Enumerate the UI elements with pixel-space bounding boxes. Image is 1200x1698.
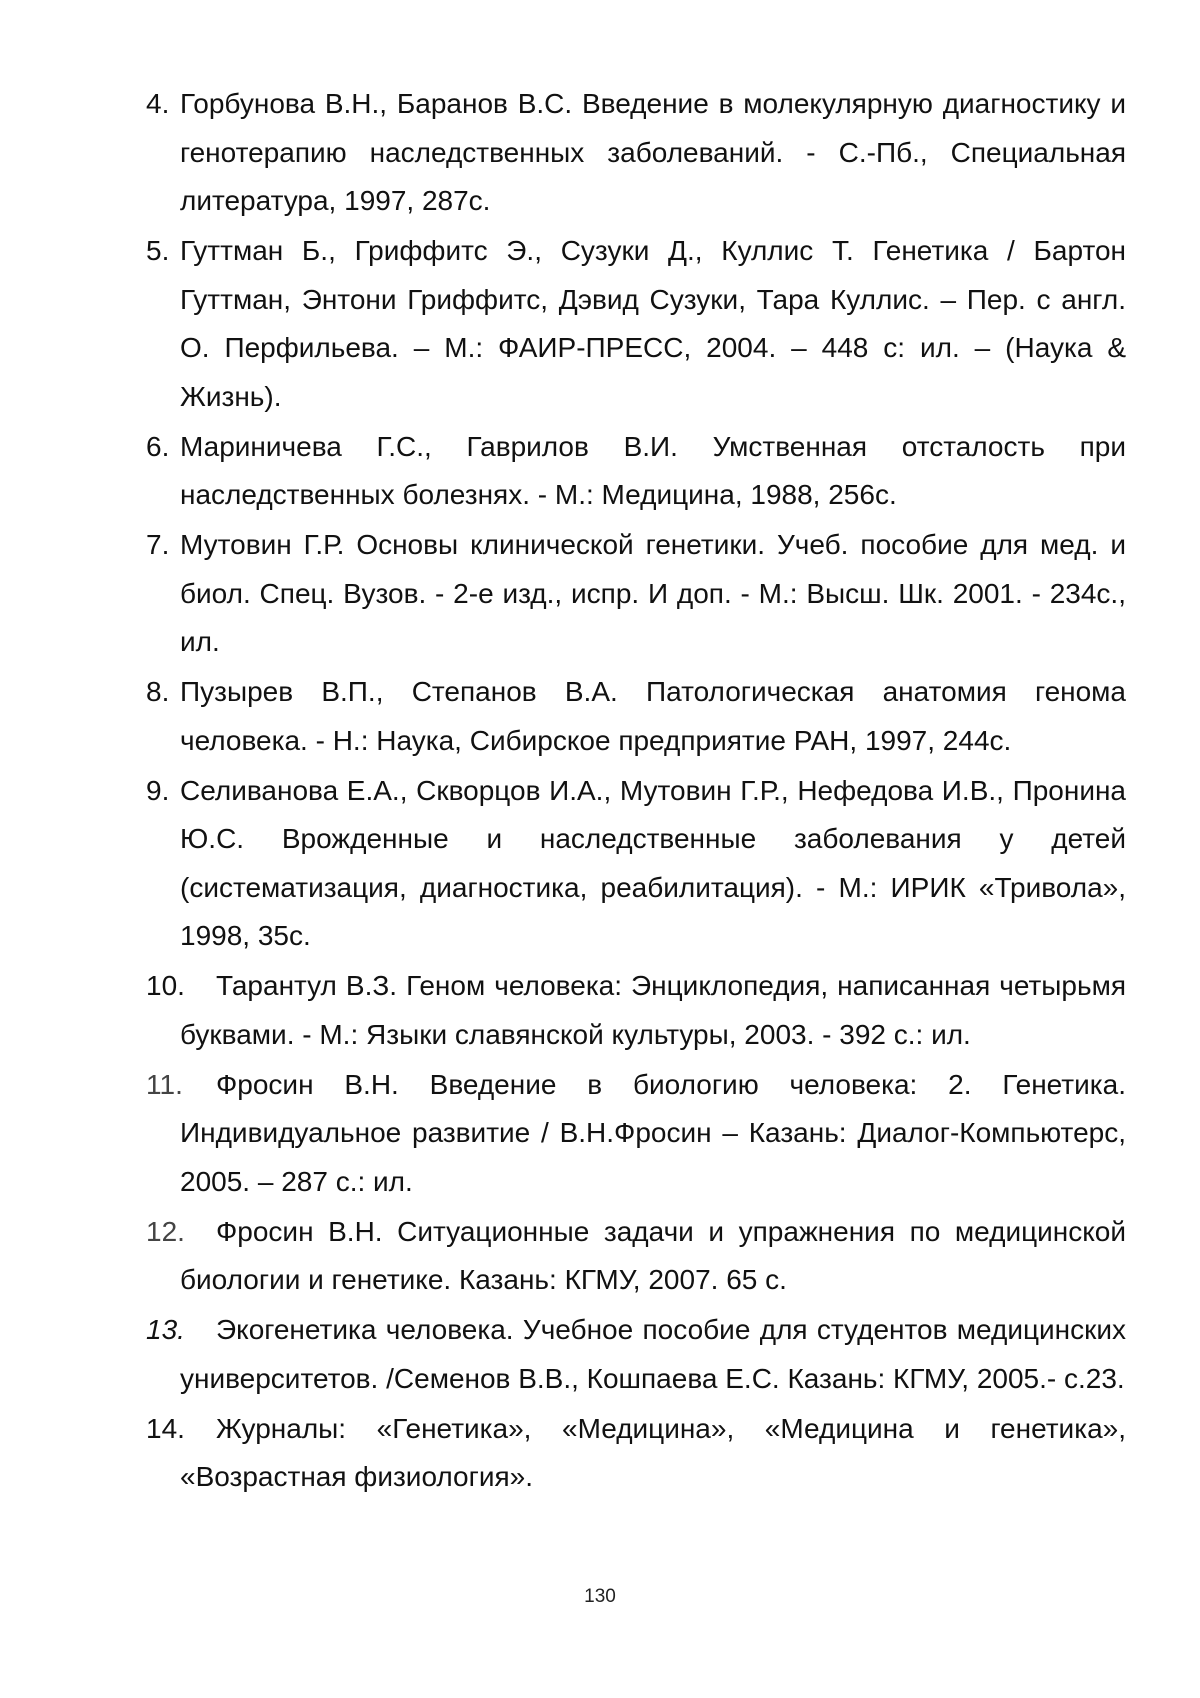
reference-number: 10. <box>146 970 185 1001</box>
list-item <box>146 1208 1126 1305</box>
list-item <box>146 80 1126 226</box>
reference-text: Селиванова Е.А., Скворцов И.А., Мутовин Г.Р., Нефедова И.В., Пронина Ю.С. Врожденные и наследственные заболевания у детей (систематизация, диагностика, реабилитация). - М.: ИРИК «Тривола», 1998, 35с. <box>180 774 1126 951</box>
reference-number: 4. <box>146 88 170 119</box>
list-item <box>146 1061 1126 1207</box>
page-number: 130 <box>584 1586 616 1607</box>
reference-text <box>180 1306 1126 1403</box>
reference-text: Пузырев В.П., Степанов В.А. Патологическая анатомия генома человека. - Н.: Наука, Сибирское предприятие РАН, 1997, 244с. <box>180 676 1126 756</box>
reference-number: 9. <box>146 774 170 806</box>
list-item <box>146 521 1126 667</box>
reference-text <box>180 1061 1126 1207</box>
reference-text <box>180 1405 1126 1502</box>
reference-number: 12. <box>146 1215 185 1247</box>
reference-number: 6. <box>146 430 170 462</box>
reference-text <box>180 962 1126 1059</box>
reference-text-content: Фросин В.Н. Ситуационные задачи и упражнения по медицинской биологии и генетике. Казань: КГМУ, 2007. 65 с. <box>180 1215 1126 1295</box>
reference-number: 14. <box>146 1412 185 1444</box>
reference-text: Горбунова В.Н., Баранов В.С. Введение в молекулярную диагностику и генотерапию наследственных заболеваний. - С.-Пб., Специальная литература, 1997, 287с. <box>180 88 1126 216</box>
list-item <box>146 423 1126 520</box>
list-item <box>146 227 1126 421</box>
reference-text: Мариничева Г.С., Гаврилов В.И. Умственная отсталость при наследственных болезнях. - М.: Медицина, 1988, 256с. <box>180 430 1126 510</box>
list-item <box>146 962 1126 1059</box>
reference-number: 5. <box>146 235 170 266</box>
reference-number: 7. <box>146 529 170 560</box>
reference-number: 13. <box>146 1314 185 1345</box>
reference-text-content: Фросин В.Н. Введение в биологию человека: 2. Генетика. Индивидуальное развитие / В.Н.Фросин – Казань: Диалог-Компьютерс, 2005. – 287 с.: ил. <box>180 1068 1126 1197</box>
reference-text-content: Журналы: «Генетика», «Медицина», «Медицина и генетика», «Возрастная физиология». <box>180 1412 1126 1492</box>
reference-text-content: Экогенетика человека. Учебное пособие для студентов медицинских университетов. /Семенов В.В., Кошпаева Е.С. Казань: КГМУ, 2005.- с.23. <box>180 1314 1126 1394</box>
list-item <box>146 767 1126 961</box>
reference-text: Мутовин Г.Р. Основы клинической генетики. Учеб. пособие для мед. и биол. Спец. Вузов. - 2-е изд., испр. И доп. - М.: Высш. Шк. 2001. - 234с., ил. <box>180 529 1126 657</box>
list-item <box>146 668 1126 765</box>
list-item <box>146 1306 1126 1403</box>
list-item <box>146 1405 1126 1502</box>
reference-list <box>146 80 1126 1503</box>
reference-text-content: Тарантул В.З. Геном человека: Энциклопедия, написанная четырьмя буквами. - М.: Языки славянской культуры, 2003. - 392 с.: ил. <box>180 970 1126 1050</box>
reference-text: Гуттман Б., Гриффитс Э., Сузуки Д., Куллис Т. Генетика / Бартон Гуттман, Энтони Гриффитс, Дэвид Сузуки, Тара Куллис. – Пер. с англ. О. Перфильева. – М.: ФАИР-ПРЕСС, 2004. – 448 с: ил. – (Наука & Жизнь). <box>180 235 1126 412</box>
reference-text <box>180 1208 1126 1305</box>
reference-number: 8. <box>146 676 170 707</box>
reference-number: 11. <box>146 1068 183 1100</box>
